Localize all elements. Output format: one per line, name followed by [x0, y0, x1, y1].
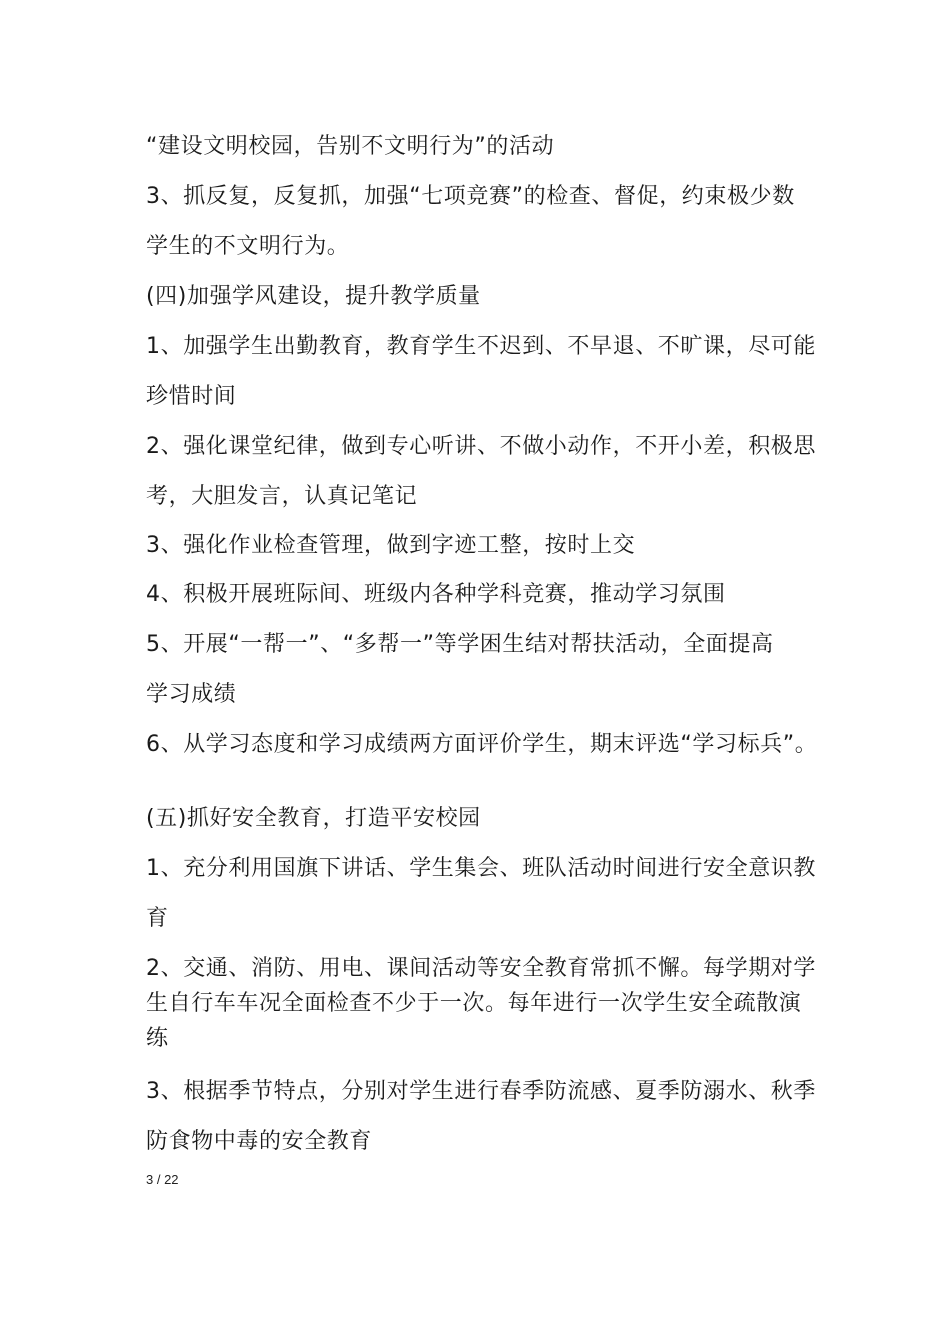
text-line: 5、开展“一帮一”、“多帮一”等学困生结对帮扶活动，全面提高 — [146, 632, 774, 657]
text-line: 防食物中毒的安全教育 — [146, 1129, 373, 1154]
text-line: 2、交通、消防、用电、课间活动等安全教育常抓不懈。每学期对学 — [146, 956, 816, 981]
text-line: 珍惜时间 — [146, 384, 237, 409]
text-line: 3、强化作业检查管理，做到字迹工整，按时上交 — [146, 533, 636, 558]
text-line: 6、从学习态度和学习成绩两方面评价学生，期末评选“学习标兵”。 — [146, 732, 818, 757]
text-line: 2、强化课堂纪律，做到专心听讲、不做小动作，不开小差，积极思 — [146, 434, 816, 459]
text-line: 1、充分利用国旗下讲话、学生集会、班队活动时间进行安全意识教 — [146, 856, 816, 881]
text-line: 生自行车车况全面检查不少于一次。每年进行一次学生安全疏散演 — [146, 991, 802, 1016]
text-line: 4、积极开展班际间、班级内各种学科竞赛，推动学习氛围 — [146, 582, 726, 607]
text-line: 学生的不文明行为。 — [146, 234, 350, 259]
text-line: 学习成绩 — [146, 682, 237, 707]
text-line: 考，大胆发言，认真记笔记 — [146, 484, 418, 509]
text-line: 育 — [146, 906, 169, 931]
section-heading: (五)抓好安全教育，打造平安校园 — [146, 806, 481, 831]
text-line: 3、根据季节特点，分别对学生进行春季防流感、夏季防溺水、秋季 — [146, 1079, 816, 1104]
text-line: 1、加强学生出勤教育，教育学生不迟到、不早退、不旷课，尽可能 — [146, 334, 816, 359]
page-number: 3 / 22 — [146, 1172, 179, 1187]
section-heading: (四)加强学风建设，提升教学质量 — [146, 284, 481, 309]
text-line: 3、抓反复，反复抓，加强“七项竞赛”的检查、督促，约束极少数 — [146, 184, 795, 209]
text-line: “建设文明校园，告别不文明行为”的活动 — [146, 134, 555, 159]
text-line: 练 — [146, 1026, 169, 1051]
